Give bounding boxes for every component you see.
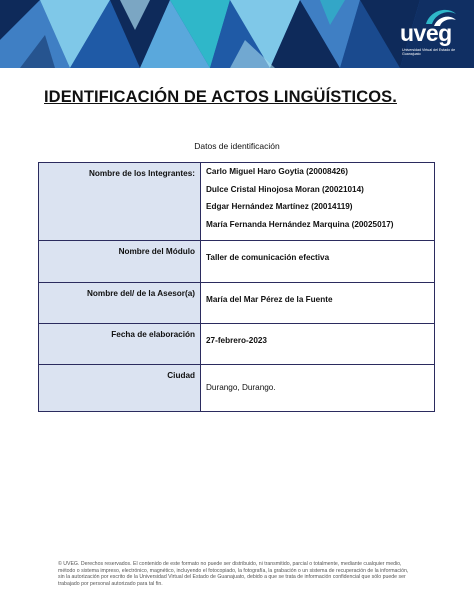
header-banner [0,0,474,68]
table-row-city [39,365,435,412]
identification-table [38,162,435,412]
label-members: Nombre de los Integrantes: [39,163,201,241]
member-4: María Fernanda Hernández Marquina (20025017) [206,219,394,229]
table-row-advisor [39,283,435,324]
label-date: Fecha de elaboración [39,324,201,365]
copyright-footer: © UVEG. Derechos reservados. El contenido de este formato no puede ser distribuido, ni transmitido, parcial o totalmente, mediante cualquier medio, método o sistema impreso, electrónico, magnético, incluyendo el fotocopiado, la fotografía, la grabación o un sistema de recuperación de la información, sin la autorización por escrito de la Universidad Virtual del Estado de Guanajuato, debido a que se trata de información confidencial que sólo puede ser trabajado por personal autorizado para tal fin. [58,561,409,587]
value-module: Taller de comunicación efectiva [201,241,435,283]
table-row-members [39,163,435,241]
member-2: Dulce Cristal Hinojosa Moran (20021014) [206,184,364,194]
value-advisor: María del Mar Pérez de la Fuente [201,283,435,324]
label-advisor: Nombre del/ de la Asesor(a) [39,283,201,324]
table-row-date [39,324,435,365]
document-title: IDENTIFICACIÓN DE ACTOS LINGÜÍSTICOS. [44,88,397,106]
member-3: Edgar Hernández Martínez (20014119) [206,202,353,211]
section-label: Datos de identificación [194,141,280,151]
value-city: Durango, Durango. [201,365,435,412]
uveg-logo [392,6,472,62]
label-module: Nombre del Módulo [39,241,201,283]
value-date: 27-febrero-2023 [201,324,435,365]
logo-subtext: Universidad Virtual del Estado de Guanajuato [402,48,456,57]
label-city: Ciudad [39,365,201,412]
value-members [201,163,435,241]
logo-wordmark: uveg [400,20,452,46]
table-row-module [39,241,435,283]
member-1: Carlo Miguel Haro Goytia (20008426) [206,167,348,176]
